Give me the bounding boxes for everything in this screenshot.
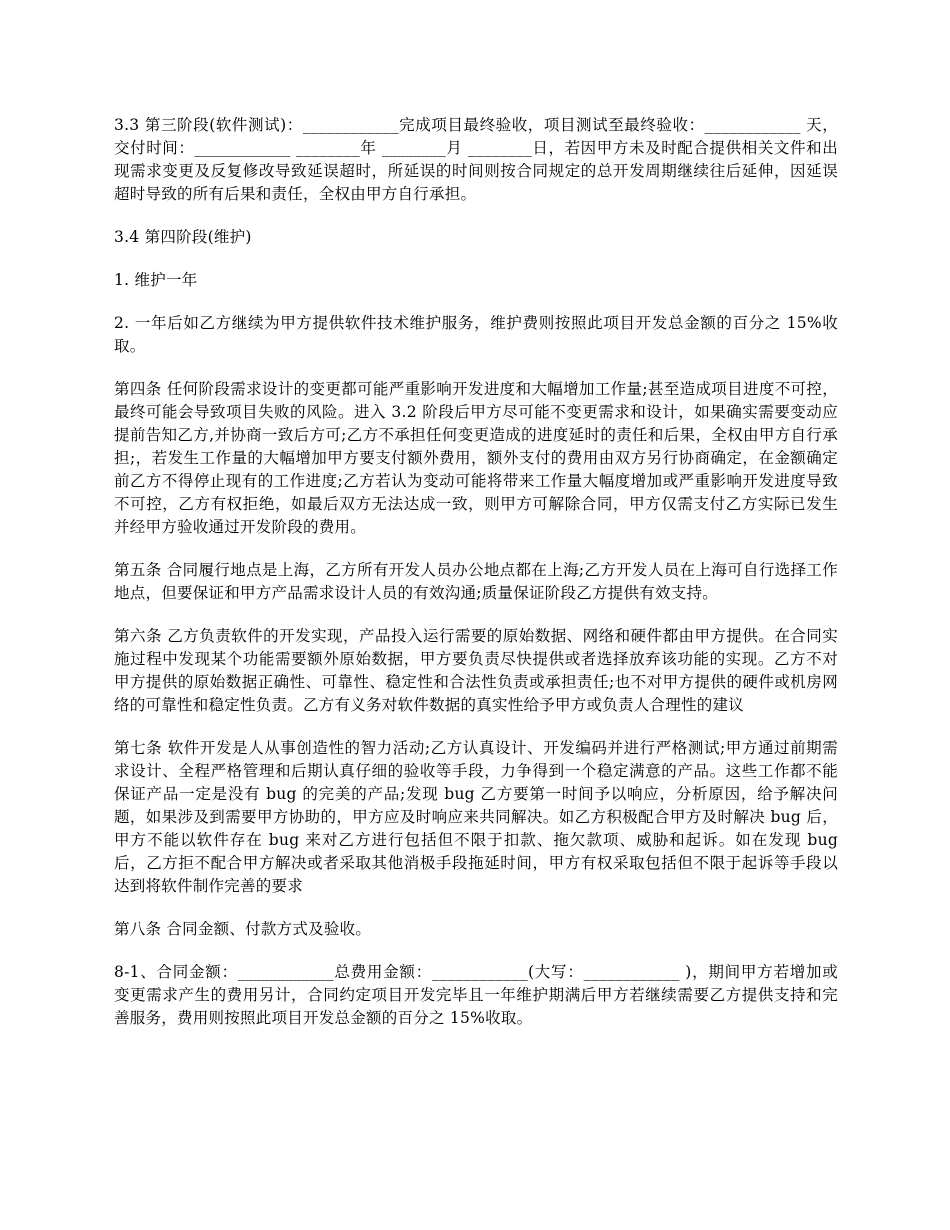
paragraph-article-4: 第四条 任何阶段需求设计的变更都可能严重影响开发进度和大幅增加工作量;甚至造成项目进度不可控，最终可能会导致项目失败的风险。进入 3.2 阶段后甲方尽可能不变更需求和设计，如果确实需要变动应提前告知乙方,并协商一致后方可;乙方不承担任何变更造成的进度延时的责任和后果，全权由甲方自行承担;，若发生工作量的大幅增加甲方要支付额外费用，额外支付的费用由双方另行协商确定，在金额确定前乙方不得停止现有的工作进度;乙方若认为变动可能将带来工作量大幅度增加或严重影响开发进度导致不可控，乙方有权拒绝，如最后双方无法达成一致，则甲方可解除合同，甲方仅需支付乙方实际已发生并经甲方验收通过开发阶段的费用。 (114, 380, 838, 536)
paragraph-maintenance-item-2: 2. 一年后如乙方继续为甲方提供软件技术维护服务，维护费则按照此项目开发总金额的百分之 15%收取。 (114, 314, 838, 355)
paragraph-article-5: 第五条 合同履行地点是上海，乙方所有开发人员办公地点都在上海;乙方开发人员在上海可自行选择工作地点，但要保证和甲方产品需求设计人员的有效沟通;质量保证阶段乙方提供有效支持。 (114, 561, 838, 602)
paragraph-article-7: 第七条 软件开发是人从事创造性的智力活动;乙方认真设计、开发编码并进行严格测试;甲方通过前期需求设计、全程严格管理和后期认真仔细的验收等手段，力争得到一个稳定满意的产品。这些工作都不能保证产品一定是没有 bug 的完美的产品;发现 bug 乙方要第一时间予以响应，分析原因，给予解决问题，如果涉及到需要甲方协助的，甲方应及时响应来共同解决。如乙方积极配合甲方及时解决 bug 后，甲方不能以软件存在 bug 来对乙方进行包括但不限于扣款、拖欠款项、威胁和起诉。如在发现 bug 后，乙方拒不配合甲方解决或者采取其他消极手段拖延时间，甲方有权采取包括但不限于起诉等手段以达到将软件制作完善的要求 (114, 739, 838, 895)
paragraph-article-8-heading: 第八条 合同金额、付款方式及验收。 (114, 920, 372, 938)
document-body (114, 114, 838, 1050)
paragraph-3-3-testing-stage: 3.3 第三阶段(软件测试)：____________完成项目最终验收，项目测试至最终验收：____________ 天，交付时间：____________ ________年 ________月 ________日，若因甲方未及时配合提供相关文件和出现需求变更及反复修改导致延误超时，所延误的时间则按合同规定的总开发周期继续往后延伸，因延误超时导致的所有后果和责任，全权由甲方自行承担。 (114, 116, 838, 203)
paragraph-8-1-contract-amount: 8-1、合同金额：____________总费用金额：____________(大写：____________ )，期间甲方若增加或变更需求产生的费用另计，合同约定项目开发完毕且一年维护期满后甲方若继续需要乙方提供支持和完善服务，费用则按照此项目开发总金额的百分之 15%收取。 (114, 963, 838, 1027)
paragraph-3-4-maintenance-heading: 3.4 第四阶段(维护) (114, 228, 252, 246)
paragraph-article-6: 第六条 乙方负责软件的开发实现，产品投入运行需要的原始数据、网络和硬件都由甲方提供。在合同实施过程中发现某个功能需要额外原始数据，甲方要负责尽快提供或者选择放弃该功能的实现。乙方不对甲方提供的原始数据正确性、可靠性、稳定性和合法性负责或承担责任;也不对甲方提供的硬件或机房网络的可靠性和稳定性负责。乙方有义务对软件数据的真实性给予甲方或负责人合理性的建议 (114, 627, 838, 714)
paragraph-maintenance-item-1: 1. 维护一年 (114, 271, 198, 289)
